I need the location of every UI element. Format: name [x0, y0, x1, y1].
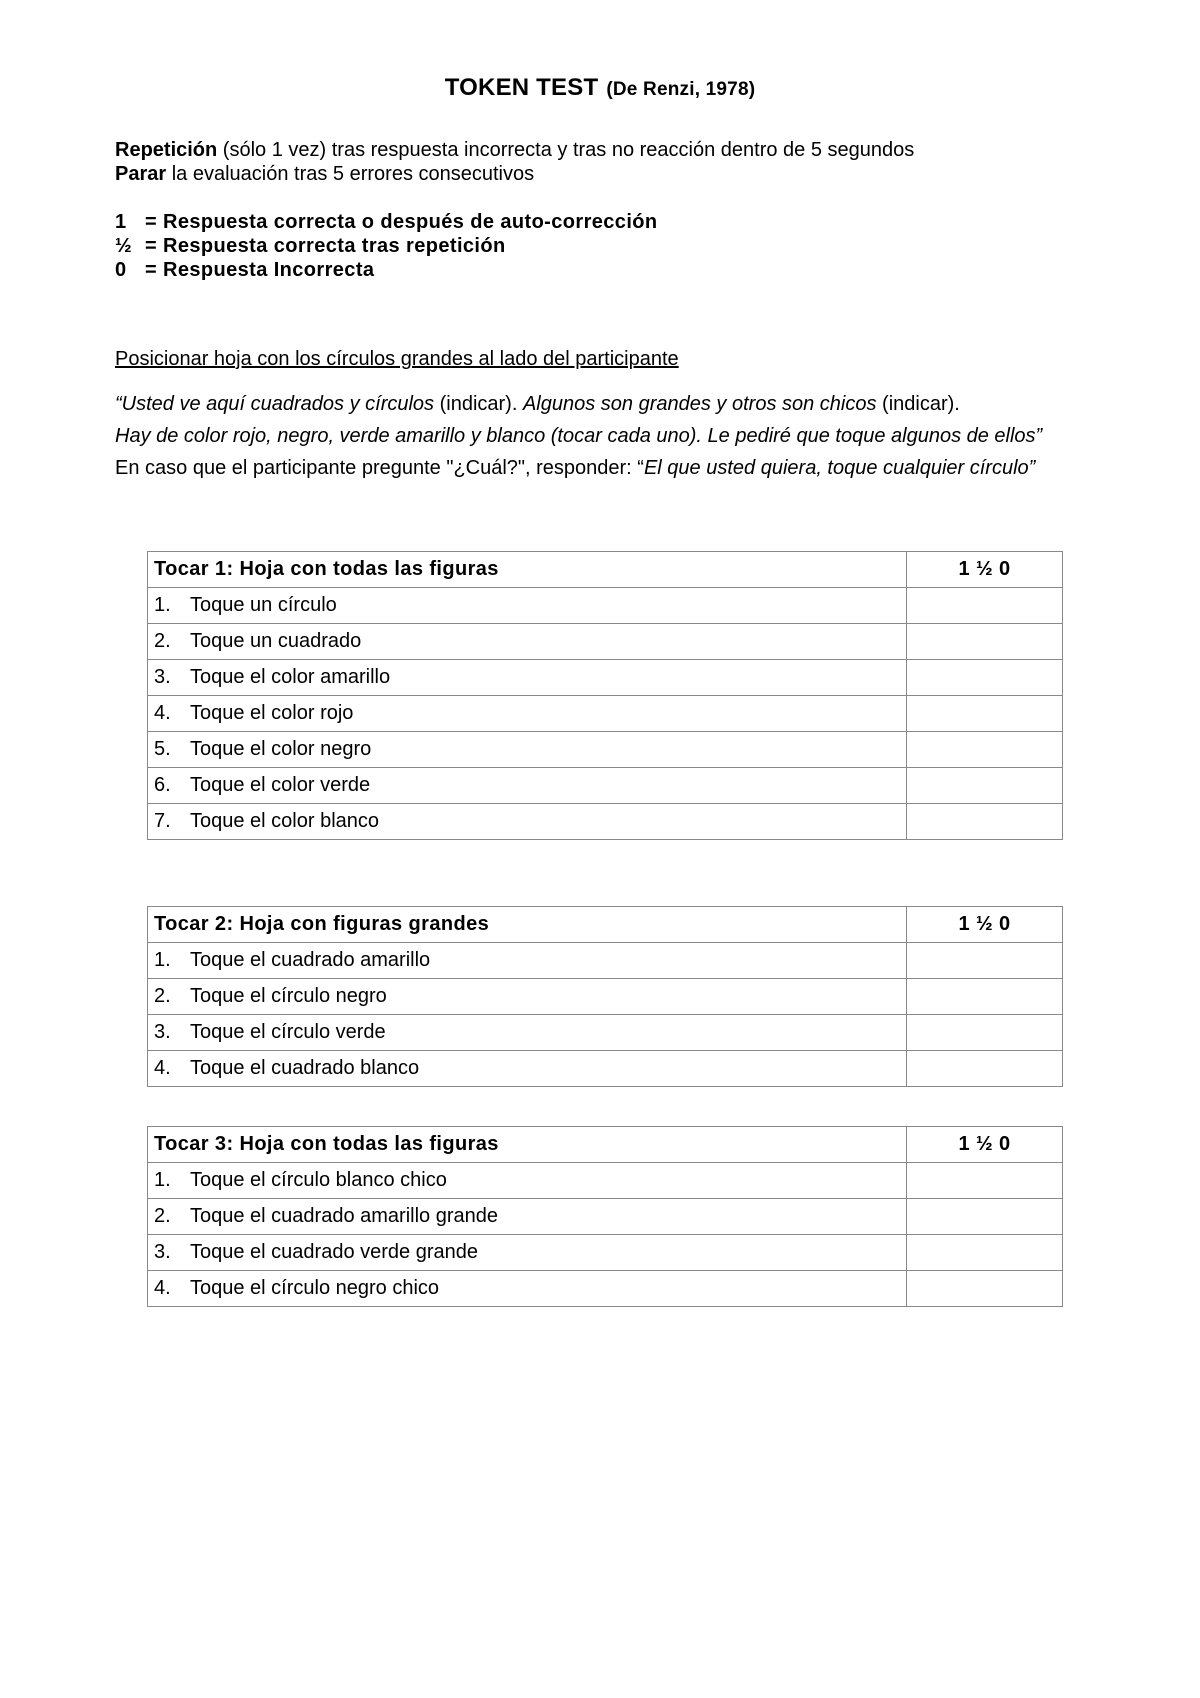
- item-text: Toque el círculo verde: [190, 1021, 386, 1043]
- score-cell[interactable]: [907, 1051, 1063, 1087]
- item-number: 2.: [154, 985, 171, 1007]
- task-table-3: [147, 1126, 1063, 1307]
- item-text: Toque el color blanco: [190, 810, 380, 832]
- score-cell[interactable]: [907, 1235, 1063, 1271]
- scoring-row: [115, 258, 658, 282]
- task-table-2: [147, 906, 1063, 1087]
- score-cell[interactable]: [907, 588, 1063, 624]
- score-key: 0: [115, 259, 127, 281]
- score-header: 1 ½ 0: [907, 1127, 1063, 1163]
- score-cell[interactable]: [907, 1015, 1063, 1051]
- instructions-paragraph-1: [115, 388, 1105, 452]
- score-cell[interactable]: [907, 943, 1063, 979]
- item-number: 3.: [154, 666, 171, 688]
- instructions-block: [115, 388, 1105, 484]
- item-cell: [148, 804, 907, 840]
- instruction-cue: (indicar).: [434, 393, 523, 415]
- table-row: [148, 660, 1063, 696]
- item-text: Toque el cuadrado amarillo: [190, 949, 431, 971]
- score-cell[interactable]: [907, 1271, 1063, 1307]
- repeat-rule-text: (sólo 1 vez) tras respuesta incorrecta y tras no reacción dentro de 5 segundos: [217, 139, 915, 161]
- table-row: [148, 1235, 1063, 1271]
- item-cell: [148, 660, 907, 696]
- scoring-row: [115, 210, 658, 234]
- score-cell[interactable]: [907, 732, 1063, 768]
- item-number: 1.: [154, 949, 171, 971]
- table-header-row: [148, 907, 1063, 943]
- score-header: 1 ½ 0: [907, 907, 1063, 943]
- item-cell: [148, 1163, 907, 1199]
- item-cell: [148, 696, 907, 732]
- item-number: 3.: [154, 1021, 171, 1043]
- item-cell: [148, 1271, 907, 1307]
- title-text: TOKEN TEST: [444, 74, 599, 101]
- stop-rule-label: Parar: [115, 163, 167, 185]
- item-number: 2.: [154, 1205, 171, 1227]
- item-cell: [148, 768, 907, 804]
- position-note: Posicionar hoja con los círculos grandes al lado del participante: [115, 348, 679, 370]
- score-cell[interactable]: [907, 1199, 1063, 1235]
- table-row: [148, 696, 1063, 732]
- item-text: Toque el cuadrado amarillo grande: [190, 1205, 498, 1227]
- instruction-quote-part: Hay de color rojo, negro, verde amarillo y blanco (tocar cada uno). Le pediré que toque algunos de ellos”: [115, 425, 1043, 447]
- table-header-row: [148, 552, 1063, 588]
- table-row: [148, 1271, 1063, 1307]
- instruction-condition: En caso que el participante pregunte "¿Cuál?", responder: “: [115, 457, 644, 479]
- stop-rule: [115, 162, 914, 186]
- table-row: [148, 624, 1063, 660]
- score-description: = Respuesta Incorrecta: [139, 259, 375, 281]
- item-number: 4.: [154, 702, 171, 724]
- item-text: Toque el círculo blanco chico: [190, 1169, 447, 1191]
- item-text: Toque el círculo negro: [190, 985, 387, 1007]
- item-text: Toque el color verde: [190, 774, 371, 796]
- item-number: 1.: [154, 1169, 171, 1191]
- table-title: Tocar 1: Hoja con todas las figuras: [148, 552, 907, 588]
- score-cell[interactable]: [907, 768, 1063, 804]
- item-cell: [148, 732, 907, 768]
- item-cell: [148, 1235, 907, 1271]
- instruction-quote-part: El que usted quiera, toque cualquier círculo”: [643, 457, 1036, 479]
- score-cell[interactable]: [907, 696, 1063, 732]
- item-number: 5.: [154, 738, 171, 760]
- item-text: Toque el color rojo: [190, 702, 354, 724]
- repeat-rule: [115, 138, 914, 162]
- item-number: 4.: [154, 1277, 171, 1299]
- item-number: 4.: [154, 1057, 171, 1079]
- score-cell[interactable]: [907, 624, 1063, 660]
- item-number: 6.: [154, 774, 171, 796]
- table-row: [148, 1015, 1063, 1051]
- table-header-row: [148, 1127, 1063, 1163]
- item-cell: [148, 624, 907, 660]
- table-row: [148, 1163, 1063, 1199]
- item-text: Toque el círculo negro chico: [190, 1277, 440, 1299]
- item-text: Toque un círculo: [190, 594, 337, 616]
- score-cell[interactable]: [907, 660, 1063, 696]
- scoring-legend: [115, 210, 658, 282]
- item-number: 1.: [154, 594, 171, 616]
- score-key: ½: [115, 235, 133, 257]
- item-cell: [148, 943, 907, 979]
- item-cell: [148, 588, 907, 624]
- item-cell: [148, 1015, 907, 1051]
- instruction-cue: (indicar).: [876, 393, 960, 415]
- item-cell: [148, 1199, 907, 1235]
- score-key: 1: [115, 211, 127, 233]
- rules-block: [115, 138, 914, 186]
- item-number: 7.: [154, 810, 171, 832]
- title-citation: (De Renzi, 1978): [606, 79, 756, 100]
- table-row: [148, 979, 1063, 1015]
- stop-rule-text: la evaluación tras 5 errores consecutivos: [166, 163, 535, 185]
- task-table-1: [147, 551, 1063, 840]
- table-title: Tocar 3: Hoja con todas las figuras: [148, 1127, 907, 1163]
- table-row: [148, 732, 1063, 768]
- item-cell: [148, 1051, 907, 1087]
- item-text: Toque el cuadrado blanco: [190, 1057, 420, 1079]
- table-row: [148, 804, 1063, 840]
- score-cell[interactable]: [907, 804, 1063, 840]
- item-text: Toque el color negro: [190, 738, 372, 760]
- item-number: 2.: [154, 630, 171, 652]
- table-row: [148, 588, 1063, 624]
- instruction-quote-part: Algunos son grandes y otros son chicos: [522, 393, 877, 415]
- item-cell: [148, 979, 907, 1015]
- instructions-paragraph-2: [115, 452, 1105, 484]
- score-description: = Respuesta correcta o después de auto-corrección: [139, 211, 658, 233]
- score-cell[interactable]: [907, 979, 1063, 1015]
- score-cell[interactable]: [907, 1163, 1063, 1199]
- table-row: [148, 1199, 1063, 1235]
- document-title: [0, 74, 1200, 102]
- item-text: Toque el cuadrado verde grande: [190, 1241, 478, 1263]
- item-text: Toque el color amarillo: [190, 666, 391, 688]
- table-row: [148, 943, 1063, 979]
- instruction-quote-part: “Usted ve aquí cuadrados y círculos: [115, 393, 435, 415]
- scoring-row: [115, 234, 658, 258]
- table-row: [148, 768, 1063, 804]
- item-number: 3.: [154, 1241, 171, 1263]
- item-text: Toque un cuadrado: [190, 630, 362, 652]
- table-title: Tocar 2: Hoja con figuras grandes: [148, 907, 907, 943]
- table-row: [148, 1051, 1063, 1087]
- score-header: 1 ½ 0: [907, 552, 1063, 588]
- score-description: = Respuesta correcta tras repetición: [139, 235, 506, 257]
- repeat-rule-label: Repetición: [115, 139, 218, 161]
